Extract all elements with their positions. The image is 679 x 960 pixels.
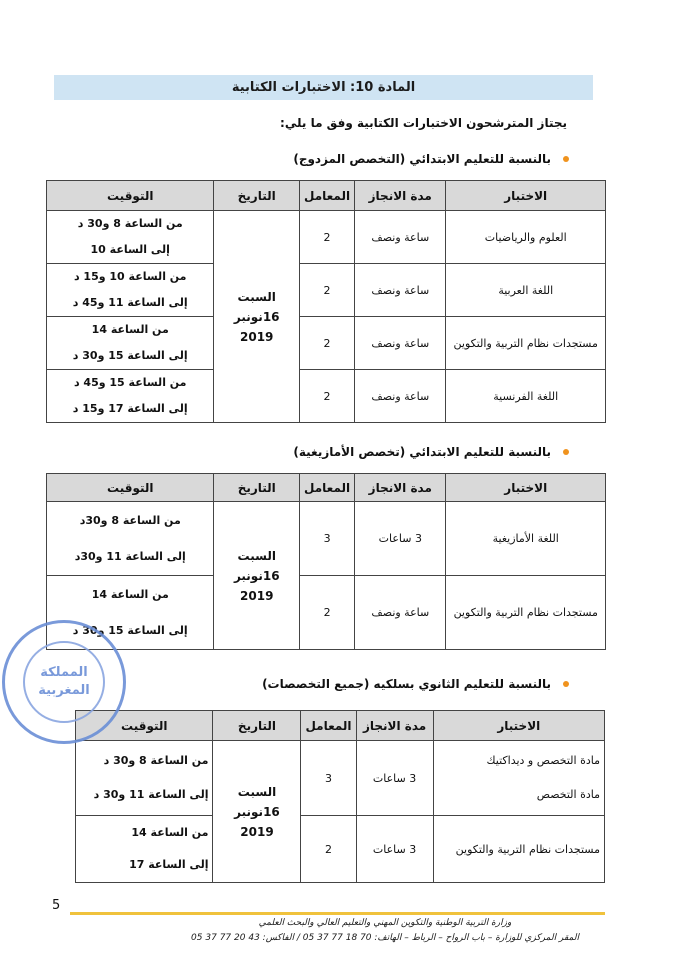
exam-cell: العلوم والرياضيات — [446, 211, 606, 264]
table-row — [47, 576, 606, 650]
schedule-table-dual — [46, 180, 606, 423]
col-header-date: التاريخ — [213, 711, 301, 741]
time-cell: من الساعة 8 و30د إلى الساعة 11 و30د — [47, 502, 214, 576]
col-header-date: التاريخ — [214, 474, 300, 502]
table-row — [47, 317, 606, 370]
exam-cell: مستجدات نظام التربية والتكوين — [446, 576, 606, 650]
exam-cell: اللغة الأمازيغية — [446, 502, 606, 576]
col-header-time: التوقيت — [47, 474, 214, 502]
duration-cell: ساعة ونصف — [355, 370, 446, 423]
table-row — [47, 370, 606, 423]
col-header-coef: المعامل — [299, 181, 354, 211]
bullet-icon — [563, 681, 569, 687]
time-cell: من الساعة 14 إلى الساعة 15 و30 د — [47, 317, 214, 370]
footer-divider — [70, 912, 605, 915]
time-cell: من الساعة 15 و45 د إلى الساعة 17 و15 د — [47, 370, 214, 423]
coef-cell: 2 — [299, 211, 354, 264]
duration-cell: ساعة ونصف — [355, 576, 446, 650]
exam-cell: اللغة العربية — [446, 264, 606, 317]
date-cell: السبت 16نونبر 2019 — [214, 502, 300, 650]
table-row — [47, 211, 606, 264]
coef-cell: 3 — [301, 741, 356, 816]
col-header-exam: الاختبار — [433, 711, 604, 741]
col-header-duration: مدة الانجاز — [356, 711, 433, 741]
col-header-duration: مدة الانجاز — [355, 181, 446, 211]
duration-cell: 3 ساعات — [356, 741, 433, 816]
section-heading-secondary — [262, 677, 569, 691]
article-title: المادة 10: الاختبارات الكتابية — [54, 75, 593, 100]
bullet-icon — [563, 449, 569, 455]
footer-address: المقر المركزي للوزارة – باب الرواح – الرباط – الهاتف: 70 18 77 37 05 / الفاكس: 43 20 77 37 05 — [191, 933, 579, 943]
col-header-time: التوقيت — [47, 181, 214, 211]
time-cell: من الساعة 14 إلى الساعة 17 — [76, 816, 213, 883]
official-stamp: المملكة المغربية — [2, 620, 126, 744]
table-row — [47, 502, 606, 576]
coef-cell: 2 — [299, 317, 354, 370]
section-heading-text: بالنسبة للتعليم الابتدائي (التخصص المزدوج) — [293, 152, 551, 166]
time-cell: من الساعة 10 و15 د إلى الساعة 11 و45 د — [47, 264, 214, 317]
footer — [170, 916, 600, 946]
duration-cell: 3 ساعات — [355, 502, 446, 576]
col-header-duration: مدة الانجاز — [355, 474, 446, 502]
section-heading-text: بالنسبة للتعليم الثانوي بسلكيه (جميع التخصصات) — [262, 677, 551, 691]
schedule-table-secondary — [75, 710, 605, 883]
table-row — [76, 816, 605, 883]
exam-cell: مستجدات نظام التربية والتكوين — [433, 816, 604, 883]
time-cell: من الساعة 8 و30 د إلى الساعة 10 — [47, 211, 214, 264]
section-heading-amazigh — [293, 445, 569, 459]
table-row — [76, 741, 605, 816]
coef-cell: 3 — [300, 502, 355, 576]
duration-cell: ساعة ونصف — [355, 264, 446, 317]
section-heading-dual — [293, 152, 569, 166]
date-cell: السبت 16نونبر 2019 — [214, 211, 300, 423]
time-cell: من الساعة 8 و30 د إلى الساعة 11 و30 د — [76, 741, 213, 816]
coef-cell: 2 — [299, 370, 354, 423]
col-header-exam: الاختبار — [446, 181, 606, 211]
coef-cell: 2 — [299, 264, 354, 317]
schedule-table-amazigh — [46, 473, 606, 650]
col-header-time: التوقيت — [76, 711, 213, 741]
exam-cell: اللغة الفرنسية — [446, 370, 606, 423]
coef-cell: 2 — [301, 816, 356, 883]
col-header-coef: المعامل — [300, 474, 355, 502]
coef-cell: 2 — [300, 576, 355, 650]
duration-cell: ساعة ونصف — [355, 317, 446, 370]
duration-cell: 3 ساعات — [356, 816, 433, 883]
exam-cell: مستجدات نظام التربية والتكوين — [446, 317, 606, 370]
table-row — [47, 264, 606, 317]
col-header-coef: المعامل — [301, 711, 356, 741]
duration-cell: ساعة ونصف — [355, 211, 446, 264]
footer-ministry: وزارة التربية الوطنية والتكوين المهني والتعليم العالي والبحث العلمي — [258, 918, 512, 928]
bullet-icon — [563, 156, 569, 162]
date-cell: السبت 16نونبر 2019 — [213, 741, 301, 883]
intro-text: يجتاز المترشحون الاختبارات الكتابية وفق ما يلي: — [280, 116, 567, 130]
section-heading-text: بالنسبة للتعليم الابتدائي (تخصص الأمازيغية) — [293, 445, 551, 459]
page-number: 5 — [52, 898, 61, 913]
time-cell: من الساعة 14 إلى الساعة 15 و30 د — [47, 576, 214, 650]
exam-cell: مادة التخصص و ديداكتيك مادة التخصص — [433, 741, 604, 816]
col-header-exam: الاختبار — [446, 474, 606, 502]
col-header-date: التاريخ — [214, 181, 300, 211]
